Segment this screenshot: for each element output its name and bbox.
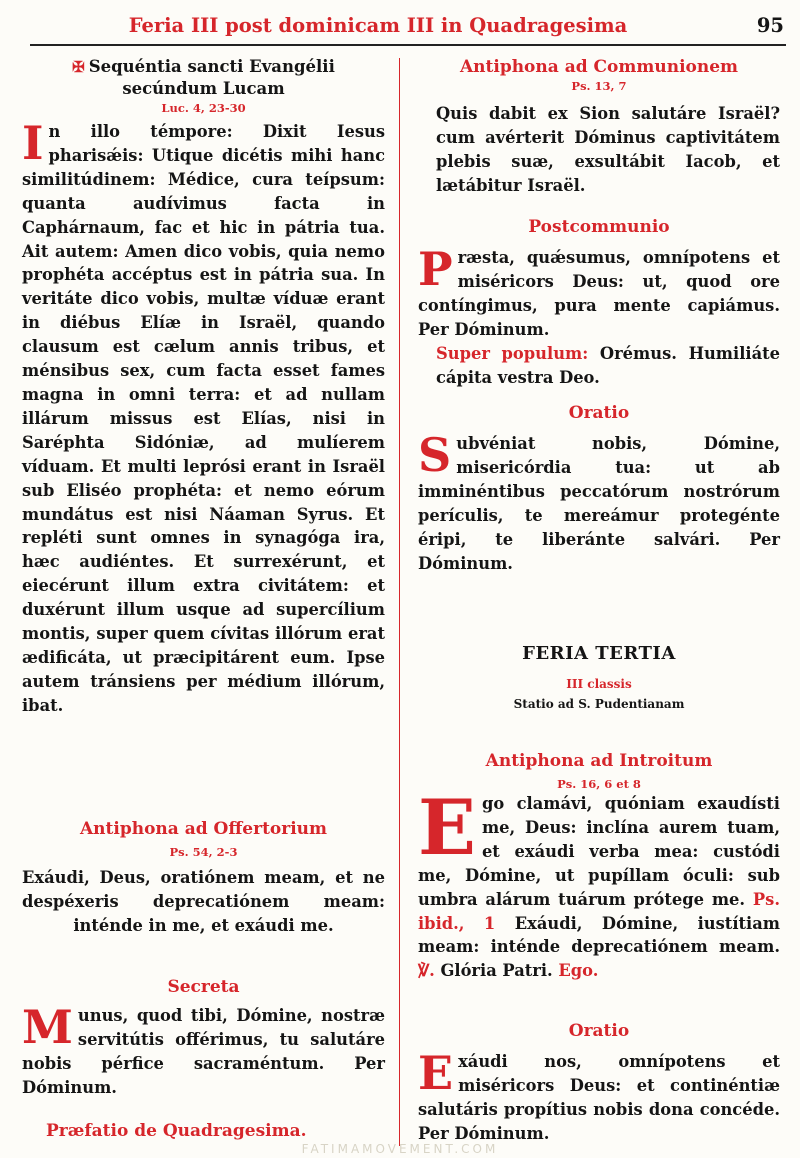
oratio-section-2 [418, 1020, 780, 1146]
introit-section [418, 750, 780, 983]
secreta-text [22, 1000, 385, 1100]
header-title: Feria III post dominicam III in Quadragesima [128, 14, 628, 37]
communion-heading: Antiphona ad Communionem [459, 57, 739, 77]
offertory-heading: Antiphona ad Offertorium [79, 819, 328, 839]
introit-repeat: Ego. [558, 961, 599, 981]
gospel-heading [22, 56, 385, 100]
communion-section [418, 56, 780, 198]
oratio-text-body-2: xáudi nos, omnípotens et miséricors Deus: et continéntiæ salutáris propítius nobis dona concéde. Per Dóminum. [418, 1052, 780, 1143]
oratio-section-1 [418, 402, 780, 575]
introit-text-b: Exáudi, Dómine, iustítiam meam: inténde deprecatiónem meam. [418, 913, 780, 957]
gospel-heading-text: Sequéntia sancti Evangélii secúndum Lucam [88, 57, 335, 98]
secreta-initial: M [22, 1000, 73, 1054]
introit-heading: Antiphona ad Introitum [485, 751, 713, 771]
oratio-initial-1: S [418, 428, 452, 482]
gospel-initial: I [22, 116, 44, 170]
gospel-section [22, 56, 385, 718]
gospel-text [22, 116, 385, 718]
communion-reference: Ps. 13, 7 [571, 79, 627, 93]
preface-text: Præfatio de Quadragesima. [46, 1121, 307, 1141]
feria-section [418, 642, 780, 714]
feria-classis: III classis [566, 677, 632, 691]
offertory-text: Exáudi, Deus, oratiónem meam, et ne despéxeris deprecatiónem meam: inténde in me, et exáudi me. [22, 868, 385, 935]
oratio-heading-1: Oratio [568, 403, 630, 423]
postcommunio-heading: Postcommunio [528, 217, 670, 237]
introit-reference: Ps. 16, 6 et 8 [557, 777, 641, 791]
introit-text-c: Glória Patri. [434, 961, 559, 981]
preface-section [22, 1120, 307, 1142]
oratio-heading-2: Oratio [568, 1021, 630, 1041]
communion-text: Quis dabit ex Sion salutáre Israël? cum avérterit Dóminus captivitátem plebis suæ, exsultábit Iacob, et lætábitur Israël. [436, 104, 780, 195]
feria-title: FERIA TERTIA [522, 643, 676, 664]
secreta-text-body: unus, quod tibi, Dómine, nostræ servitútis offérimus, tu salutáre nobis pérfice sacraméntum. Per Dóminum. [22, 1006, 385, 1097]
secreta-section [22, 976, 385, 1100]
postcommunio-section [418, 216, 780, 389]
column-divider [399, 58, 400, 1146]
oratio-text-body-1: ubvéniat nobis, Dómine, misericórdia tua: ut ab imminéntibus peccatórum nostrórum perículis, te mereámur protegénte éripi, te liberánte salvári. Per Dóminum. [418, 434, 780, 573]
watermark: FATIMAMOVEMENT.COM [301, 1142, 499, 1156]
oratio-text-1 [418, 428, 780, 575]
offertory-section [22, 818, 385, 938]
gospel-reference: Luc. 4, 23-30 [161, 101, 246, 115]
super-populum-text: Orémus. Humiliáte cápita vestra Deo. [436, 343, 780, 387]
page-header [30, 12, 786, 46]
introit-text-a: go clamávi, quóniam exaudísti me, Deus: inclína aurem tuam, et exáudi verba mea: custódi me, Dómine, ut pupíllam óculi: sub umbra alárum tuárum prótege me. [418, 794, 780, 909]
postcommunio-text-body: ræsta, quǽsumus, omnípotens et miséricors Deus: ut, quod ore contíngimus, pura mente capiámus. Per Dóminum. [418, 248, 780, 339]
introit-ps-ref: Ps. ibid., 1 [418, 889, 780, 933]
postcommunio-text [418, 242, 780, 342]
oratio-text-2 [418, 1046, 780, 1146]
introit-initial: E [418, 783, 476, 872]
offertory-reference: Ps. 54, 2-3 [169, 845, 238, 859]
postcommunio-initial: P [418, 242, 453, 296]
oratio-initial-2: E [418, 1046, 454, 1100]
super-populum-line [418, 342, 780, 390]
secreta-heading: Secreta [167, 977, 240, 997]
gospel-text-body: n illo témpore: Dixit Iesus pharisǽis: Utique dicétis mihi hanc similitúdinem: Médice, cura teípsum: quanta audívimus facta in Caphárnaum, fac et hic in pátria tua. Ait autem: Amen dico vobis, quia nemo prophéta accéptus est in pátria sua. In veritáte dico vobis, multæ víduæ erant in diébus Elíæ in Israël, quando clausum est cælum annis tribus, et ménsibus sex, cum facta esset fames magna in omni terra: et ad nullam illárum missus est Elías, nisi in Saréphta Sidóniæ, ad mulíerem víduam. Et multi leprósi erant in Israël sub Eliséo prophéta: et nemo eórum mundátus est nisi Náaman Syrus. Et repléti sunt omnes in synagóga ira, hæc audiéntes. Et surrexérunt, et eiecérunt illum extra civitátem: et duxérunt illum usque ad supercílium montis, super quem cívitas illórum erat ædificáta, ut præcipitárent eum. Ipse autem tránsiens per médium illórum, ibat. [22, 122, 385, 715]
feria-statio: Statio ad S. Pudentianam [513, 697, 685, 711]
versicle-icon: ℣. [418, 961, 435, 981]
super-populum-label: Super populum: [436, 343, 589, 363]
cross-icon: ✠ [72, 58, 85, 76]
page-number: 95 [756, 14, 784, 37]
